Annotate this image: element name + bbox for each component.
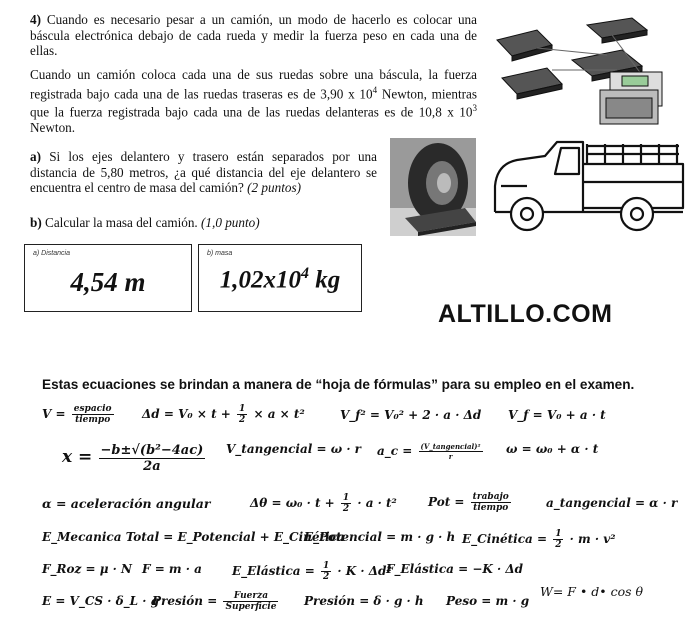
formula-friction-force: F_Roz = μ · N bbox=[42, 562, 133, 576]
answer-distance-label: a) Distancia bbox=[33, 250, 70, 257]
formula-mechanical-energy: E_Mecanica Total = E_Potencial + E_Cinética bbox=[42, 530, 345, 544]
electronic-truck-scales-icon bbox=[492, 10, 680, 128]
formula-quadratic: x = $\frac{\text{−b±√(b²−4ac)}}{2a}$ bbox=[62, 443, 204, 474]
question-number: 4) bbox=[30, 12, 41, 27]
formula-weight: Peso = m · g bbox=[446, 594, 530, 608]
question-part-a: a) Si los ejes delantero y trasero están separados por una distancia de 5,80 metros, ¿a qué distancia del eje delantero se encuentra el centro de masa del camión? (2 puntos) bbox=[30, 149, 377, 195]
truck-wheel-on-scale-photo-icon bbox=[390, 138, 476, 236]
formula-tangential-acceleration: a_tangencial = α · r bbox=[546, 496, 678, 510]
answer-box-distance bbox=[24, 244, 192, 312]
formula-tangential-velocity: V_tangencial = ω · r bbox=[226, 442, 361, 456]
formula-hydrostatic-pressure: Presión = δ · g · h bbox=[304, 594, 424, 608]
formula-displacement: Δd = V₀ × t + $\frac{1}{2}$ × a × t² bbox=[142, 404, 305, 425]
formula-angular-velocity: ω = ω₀ + α · t bbox=[506, 442, 599, 456]
formula-potential-energy: E_Potencial = m · g · h bbox=[304, 530, 456, 544]
formula-final-velocity: V_f = V₀ + a · t bbox=[508, 408, 606, 422]
formula-velocity: V = $\frac{\text{espacio}}{\text{tiempo}}$ bbox=[42, 404, 112, 425]
formula-centripetal-acceleration: a_c = $\frac{\text{(V\_tangencial)²}}{r}$ bbox=[377, 442, 481, 461]
formula-elastic-energy: E_Elástica = $\frac{1}{2}$ · K · Δd² bbox=[232, 561, 392, 582]
formula-angular-acceleration: α = aceleración angular bbox=[42, 496, 211, 511]
formula-angular-displacement: Δθ = ω₀ · t + $\frac{1}{2}$ · a · t² bbox=[250, 493, 397, 514]
truck-line-drawing-icon bbox=[487, 134, 692, 236]
answer-box-mass bbox=[198, 244, 362, 312]
question-intro-2: Cuando un camión coloca cada una de sus ruedas sobre una báscula, la fuerza registrada bajo cada una de las ruedas traseras es de 3,90 x $10^4$ Newton, mientras que la fuerza registrada bajo cada una de las ruedas delanteras es de 10,8 x $10^3$ Newton. bbox=[30, 67, 477, 136]
formulas-heading: Estas ecuaciones se brindan a manera de “hoja de fórmulas” para su empleo en el examen. bbox=[42, 377, 635, 392]
formula-pressure: Presión = $\frac{\text{Fuerza}}{\text{Superficie}}$ bbox=[152, 591, 277, 612]
formula-work: W= F • d• cos θ bbox=[540, 584, 644, 599]
answer-mass-label: b) masa bbox=[207, 250, 233, 257]
formula-elastic-force: F_Elástica = −K · Δd bbox=[386, 562, 524, 576]
formula-newton-second-law: F = m · a bbox=[142, 562, 202, 576]
question-intro-1: 4) Cuando es necesario pesar a un camión, un modo de hacerlo es colocar una báscula electrónica debajo de cada rueda y medir la fuerza peso en cada una de ellas. bbox=[30, 12, 477, 58]
brand-logo-text: ALTILLO.COM bbox=[438, 300, 613, 328]
formula-kinetic-energy: E_Cinética = $\frac{1}{2}$ · m · v² bbox=[462, 529, 616, 550]
formula-power: Pot = $\frac{\text{trabajo}}{\text{tiempo}}$ bbox=[428, 492, 509, 513]
question-part-b: b) Calcular la masa del camión. (1,0 punto) bbox=[30, 215, 260, 230]
answer-mass-value: $1,02x10^4$ kg bbox=[219, 265, 341, 294]
formula-energy-e: E = V_CS · δ_L · g bbox=[42, 594, 159, 608]
formula-final-velocity-squared: V_f² = V₀² + 2 · a · Δd bbox=[340, 408, 482, 422]
answer-distance-value: 4,54 m bbox=[70, 267, 146, 297]
